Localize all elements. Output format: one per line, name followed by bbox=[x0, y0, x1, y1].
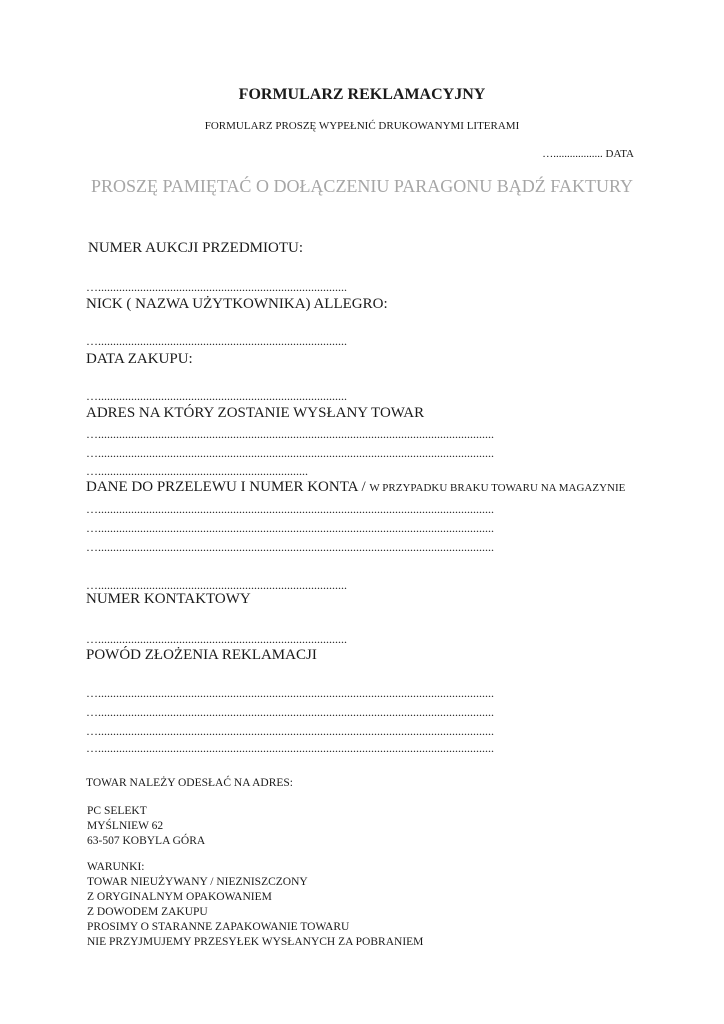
purchase-date-label: DATA ZAKUPU: bbox=[86, 351, 193, 367]
shipping-heading: TOWAR NALEŻY ODESŁAĆ NA ADRES: bbox=[86, 777, 294, 789]
date-field: ….................. DATA bbox=[542, 148, 634, 160]
address-line-1: ….................................................................................................................................... bbox=[86, 427, 494, 441]
reason-line-3: ….................................................................................................................................... bbox=[86, 724, 494, 738]
shipping-address bbox=[87, 804, 205, 849]
complaint-reason-label: POWÓD ZŁOŻENIA REKLAMACJI bbox=[86, 647, 317, 663]
address-line-3: …...................................................................... bbox=[86, 464, 308, 478]
nick-label: NICK ( NAZWA UŻYTKOWNIKA) ALLEGRO: bbox=[86, 296, 388, 312]
reason-line-1: ….................................................................................................................................... bbox=[86, 686, 494, 700]
shipping-city: 63-507 KOBYLA GÓRA bbox=[87, 835, 206, 847]
bank-line-1: ….................................................................................................................................... bbox=[86, 502, 494, 516]
condition-3: Z DOWODEM ZAKUPU bbox=[87, 906, 208, 918]
form-subtitle: FORMULARZ PROSZĘ WYPEŁNIĆ DRUKOWANYMI LITERAMI bbox=[204, 120, 520, 132]
purchase-date-line: …................................................................................... bbox=[86, 389, 347, 403]
bank-details-label bbox=[86, 479, 625, 496]
bank-details-label-main: DANE DO PRZELEWU I NUMER KONTA / bbox=[86, 479, 370, 495]
address-line-2: ….................................................................................................................................... bbox=[86, 446, 494, 460]
reason-line-2: ….................................................................................................................................... bbox=[86, 705, 494, 719]
conditions-block bbox=[87, 860, 423, 950]
bank-details-note: W PRZYPADKU BRAKU TOWARU NA MAGAZYNIE bbox=[369, 482, 626, 494]
conditions-heading: WARUNKI: bbox=[87, 861, 145, 873]
phone-line: …................................................................................... bbox=[86, 632, 347, 646]
condition-2: Z ORYGINALNYM OPAKOWANIEM bbox=[87, 891, 272, 903]
condition-4: PROSIMY O STARANNE ZAPAKOWANIE TOWARU bbox=[87, 921, 350, 933]
nick-line: …................................................................................... bbox=[86, 334, 347, 348]
form-title: FORMULARZ REKLAMACYJNY bbox=[238, 86, 486, 103]
auction-number-line: …................................................................................... bbox=[86, 280, 347, 294]
shipping-street: MYŚLNIEW 62 bbox=[87, 820, 164, 832]
bank-line-4: …................................................................................... bbox=[86, 578, 347, 592]
shipping-company: PC SELEKT bbox=[87, 805, 147, 817]
phone-label: NUMER KONTAKTOWY bbox=[86, 591, 251, 607]
auction-number-label: NUMER AUKCJI PRZEDMIOTU: bbox=[88, 240, 304, 256]
reason-line-4: ….................................................................................................................................... bbox=[86, 741, 494, 755]
bank-line-2: ….................................................................................................................................... bbox=[86, 521, 494, 535]
bank-line-3: ….................................................................................................................................... bbox=[86, 540, 494, 554]
address-label: ADRES NA KTÓRY ZOSTANIE WYSŁANY TOWAR bbox=[86, 405, 425, 421]
condition-1: TOWAR NIEUŻYWANY / NIEZNISZCZONY bbox=[87, 876, 308, 888]
receipt-reminder: PROSZĘ PAMIĘTAĆ O DOŁĄCZENIU PARAGONU BĄDŹ FAKTURY bbox=[91, 176, 633, 196]
condition-5: NIE PRZYJMUJEMY PRZESYŁEK WYSŁANYCH ZA POBRANIEM bbox=[87, 936, 424, 948]
